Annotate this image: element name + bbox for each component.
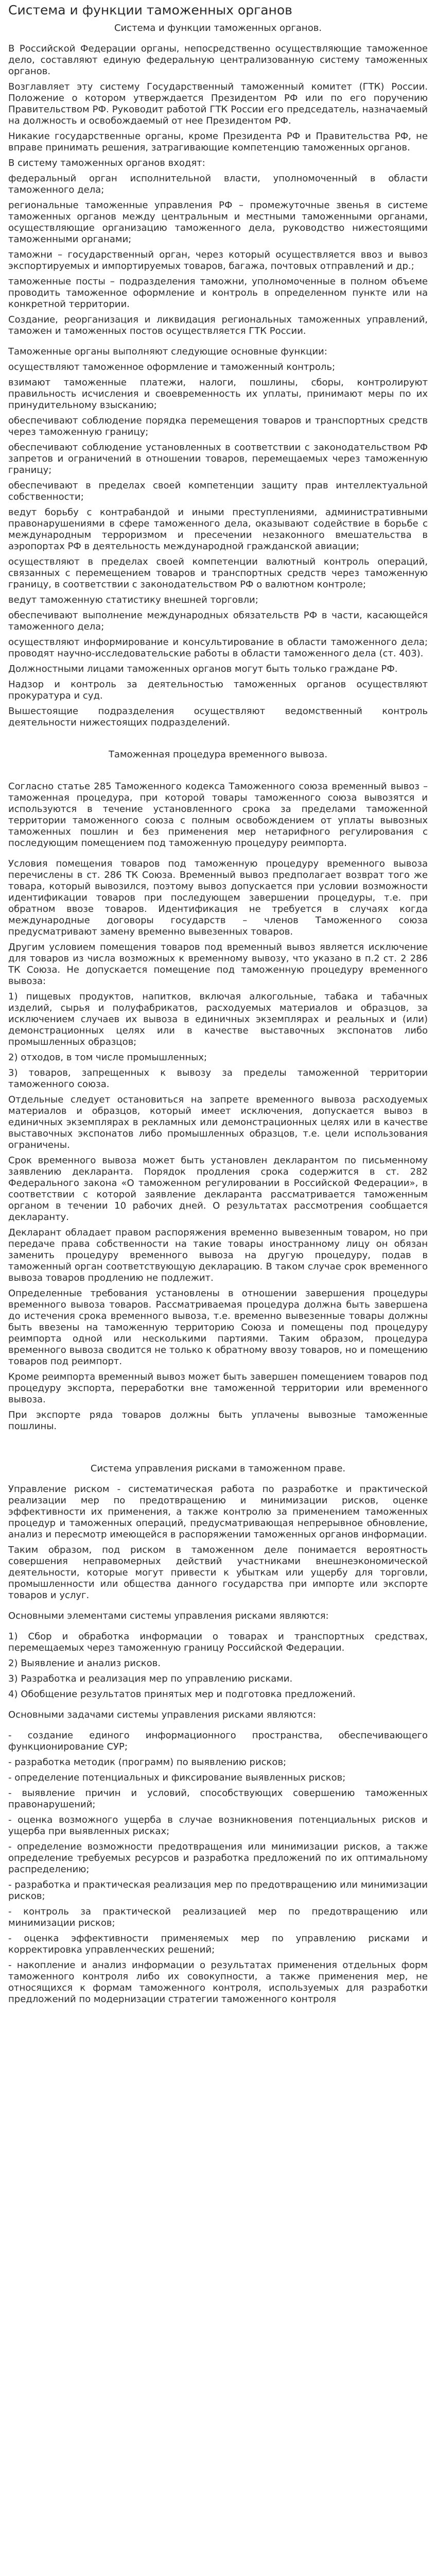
paragraph: Никакие государственные органы, кроме Президента РФ и Правительства РФ, не вправе принимать решения, затрагивающие компетенцию таможенных органов.: [8, 131, 428, 153]
paragraph: Условия помещения товаров под таможенную процедуру временного вывоза перечислены в ст. 286 ТК Союза. Временный вывоз предполагает возврат того же товара, который вывозился, поэтому вывоз допускается при условии возможности идентификации товаров при последующем завершении процедуры, т.е. при обратном ввозе товаров. Идентификация не требуется в случаях когда международные договоры государств – членов Таможенного союза предусматривают замену временно вывезенных товаров.: [8, 858, 428, 937]
paragraph: В систему таможенных органов входят:: [8, 158, 205, 168]
paragraph: взимают таможенные платежи, налоги, пошлины, сборы, контролируют правильность исчисления и своевременность их уплаты, принимают меры по их принудительному взысканию;: [8, 377, 428, 411]
paragraph: Вышестоящие подразделения осуществляют ведомственный контроль деятельности нижестоящих подразделений.: [8, 706, 428, 728]
paragraph: Создание, реорганизация и ликвидация региональных таможенных управлений, таможен и таможенных постов осуществляется ГТК России.: [8, 314, 428, 336]
paragraph: 1) пищевых продуктов, напитков, включая алкогольные, табака и табачных изделий, сырья и полуфабрикатов, расходуемых материалов и образцов, за исключением случаев их вывоза в единичных экземплярах и реальных и (или) демонстрационных целях или в качестве выставочных экспонатов либо промышленных образцов;: [8, 991, 428, 1047]
paragraph: Кроме реимпорта временный вывоз может быть завершен помещением товаров под процедуру экспорта, переработки вне таможенной территории или временного вывоза.: [8, 1371, 428, 1405]
paragraph: - создание единого информационного пространства, обеспечивающего функционирование СУР;: [8, 1730, 428, 1752]
paragraph: обеспечивают соблюдение порядка перемещения товаров и транспортных средств через таможенную границу;: [8, 415, 428, 437]
paragraph: Должностными лицами таможенных органов могут быть только граждане РФ.: [8, 664, 398, 674]
paragraph: Основными задачами системы управления рисками являются:: [8, 1709, 316, 1720]
paragraph: обеспечивают в пределах своей компетенции защиту прав интеллектуальной собственности;: [8, 480, 428, 502]
paragraph: Срок временного вывоза может быть установлен декларантом по письменному заявлению декларанта. Порядок продления срока содержится в ст. 282 Федерального закона «О таможенном регулировании в Российской Федерации», в соответствии с которой заявление декларанта рассматривается таможенным органом в течении 10 рабочих дней. О результатах рассмотрения сообщается декларанту.: [8, 1155, 428, 1223]
paragraph: региональные таможенные управления РФ – промежуточные звенья в системе таможенных органов между центральным и местными таможенными органами, осуществляющие организацию таможенного дела, руководство нижестоящими таможенными органами;: [8, 200, 428, 245]
paragraph: Основными элементами системы управления рисками являются:: [8, 1611, 329, 1621]
paragraph: 3) Разработка и реализация мер по управлению рисками.: [8, 1673, 293, 1684]
paragraph: осуществляют информирование и консультирование в области таможенного дела; проводят научно-исследовательские работы в области таможенного дела (ст. 403).: [8, 637, 428, 659]
paragraph: - выявление причин и условий, способствующих совершению таможенных правонарушений;: [8, 1788, 428, 1810]
paragraph: обеспечивают соблюдение установленных в соответствии с законодательством РФ запретов и ограничений в отношении товаров, перемещаемых через таможенную границу;: [8, 442, 428, 476]
paragraph: - оценка эффективности применяемых мер по управлению рисками и корректировка управленческих решений;: [8, 1933, 428, 1955]
paragraph: таможенные посты – подразделения таможни, уполномоченные в полном объеме проводить таможенное оформление и контроль в определенном пункте или на конкретной территории.: [8, 276, 428, 310]
paragraph: - оценка возможного ущерба в случае возникновения потенциальных рисков и ущерба при выявленных рисках;: [8, 1815, 428, 1837]
paragraph: Отдельные следует остановиться на запрете временного вывоза расходуемых материалов и образцов, который имеет исключения, допускается вывоз в единичных экземплярах в рекламных или демонстрационных целях или в качестве выставочных экспонатов либо промышленных образцов, т.е. цели использования ограничены.: [8, 1094, 428, 1150]
paragraph: федеральный орган исполнительной власти, уполномоченный в области таможенного дела;: [8, 173, 428, 195]
paragraph: Другим условием помещения товаров под временный вывоз является исключение для товаров из числа возможных к временному вывозу, что указано в п.2 ст. 2 286 ТК Союза. Не допускается помещение под таможенную процедуру временного вывоза:: [8, 942, 428, 987]
paragraph: Надзор и контроль за деятельностью таможенных органов осуществляют прокуратура и суд.: [8, 679, 428, 701]
paragraph: Возглавляет эту систему Государственный таможенный комитет (ГТК) России. Положение о котором утверждается Президентом РФ или по его поручению Правительством РФ. Руководит работой ГТК России его председатель, назначаемый на должность и освобождаемый от нее Президентом РФ.: [8, 81, 428, 126]
section-heading: Система управления рисками в таможенном праве.: [90, 1463, 346, 1474]
paragraph: Управление риском - систематическая работа по разработке и практической реализации мер по предотвращению и минимизации рисков, оценке эффективности их применения, а также контролю за применением таможенных процедур и таможенных операций, предусматривающая непрерывное обновление, анализ и пересмотр имеющейся в распоряжении таможенных органов информации.: [8, 1484, 428, 1540]
paragraph: осуществляют в пределах своей компетенции валютный контроль операций, связанных с перемещением товаров и транспортных средств через таможенную границу, в соответствии с законодательством РФ о валютном контроле;: [8, 556, 428, 590]
paragraph: - определение возможности предотвращения или минимизации рисков, а также определение требуемых ресурсов и разработка предложений по их оптимальному распределению;: [8, 1841, 428, 1875]
paragraph: ведут таможенную статистику внешней торговли;: [8, 595, 258, 605]
section-heading: Система и функции таможенных органов.: [114, 23, 322, 33]
paragraph: ведут борьбу с контрабандой и иными преступлениями, административными правонарушениями в сфере таможенного дела, оказывают содействие в борьбе с международным терроризмом и пресечении незаконного вмешательства в аэропортах РФ в деятельность международной гражданской авиации;: [8, 507, 428, 552]
paragraph: В Российской Федерации органы, непосредственно осуществляющие таможенное дело, составляют единую федеральную централизованную систему таможенных органов.: [8, 43, 428, 77]
paragraph: - накопление и анализ информации о результатах применения отдельных форм таможенного контроля либо их совокупности, а также применения мер, не относящихся к формам таможенного контроля, используемых для разработки предложений по модернизации стратегии таможенного контроля: [8, 1960, 428, 2005]
paragraph: таможни – государственный орган, через который осуществляется ввоз и вывоз экспортируемых и импортируемых товаров, багажа, почтовых отправлений и др.;: [8, 249, 428, 272]
paragraph: Определенные требования установлены в отношении завершения процедуры временного вывоза товаров. Рассматриваемая процедура должна быть завершена до истечения срока временного вывоза, т.е. временно вывезенные товары должны быть ввезены на таможенную территорию Союза и помещены под процедуру реимпорта одной или несколькими партиями. Таким образом, процедура временного вывоза сводится не только к обратному ввозу товаров, но и помещению товаров под реимпорт.: [8, 1288, 428, 1367]
paragraph: Таким образом, под риском в таможенном деле понимается вероятность совершения неправомерных действий участниками внешнеэкономической деятельности, которые могут привести к убыткам или ущербу для торговли, промышленности или общества данного государства при импорте или экспорте товаров и услуг.: [8, 1545, 428, 1601]
section-heading: Таможенная процедура временного вывоза.: [108, 749, 328, 760]
paragraph: осуществляют таможенное оформление и таможенный контроль;: [8, 362, 336, 372]
paragraph: 4) Обобщение результатов принятых мер и подготовка предложений.: [8, 1689, 356, 1700]
paragraph: 2) Выявление и анализ рисков.: [8, 1658, 161, 1669]
paragraph: - определение потенциальных и фиксирование выявленных рисков;: [8, 1772, 346, 1783]
paragraph: Декларант обладает правом распоряжения временно вывезенным товаром, но при передаче права собственности на такие товары иностранному лицу он обязан заменить процедуру временного вывоза на другую процедуру, подав в таможенный орган соответствующую декларацию. В таком случае срок временного вывоза товаров продлению не подлежит.: [8, 1227, 428, 1283]
paragraph: - контроль за практической реализацией мер по предотвращению или минимизации рисков;: [8, 1906, 428, 1928]
paragraph: обеспечивают выполнение международных обязательств РФ в части, касающейся таможенного дела;: [8, 610, 428, 632]
paragraph: Таможенные органы выполняют следующие основные функции:: [8, 346, 327, 357]
paragraph: 2) отходов, в том числе промышленных;: [8, 1052, 207, 1063]
paragraph: - разработка методик (программ) по выявлению рисков;: [8, 1757, 287, 1768]
paragraph: 3) товаров, запрещенных к вывозу за пределы таможенной территории таможенного союза.: [8, 1067, 428, 1090]
article-body: [8, 23, 428, 2005]
paragraph: - разработка и практическая реализация мер по предотвращению или минимизации рисков;: [8, 1879, 428, 1902]
paragraph: При экспорте ряда товаров должны быть уплачены вывозные таможенные пошлины.: [8, 1410, 428, 1432]
page-title: Система и функции таможенных органов: [8, 3, 292, 18]
paragraph: Согласно статье 285 Таможенного кодекса Таможенного союза временный вывоз – таможенная процедура, при которой товары таможенного союза вывозятся и используются в течение установленного срока за пределами таможенной территории таможенного союза с полным освобождением от уплаты вывозных таможенных пошлин и без применения мер нетарифного регулирования с последующим помещением под таможенную процедуру реимпорта.: [8, 781, 428, 849]
paragraph: 1) Сбор и обработка информации о товарах и транспортных средствах, перемещаемых через таможенную границу Российской Федерации.: [8, 1631, 428, 1653]
